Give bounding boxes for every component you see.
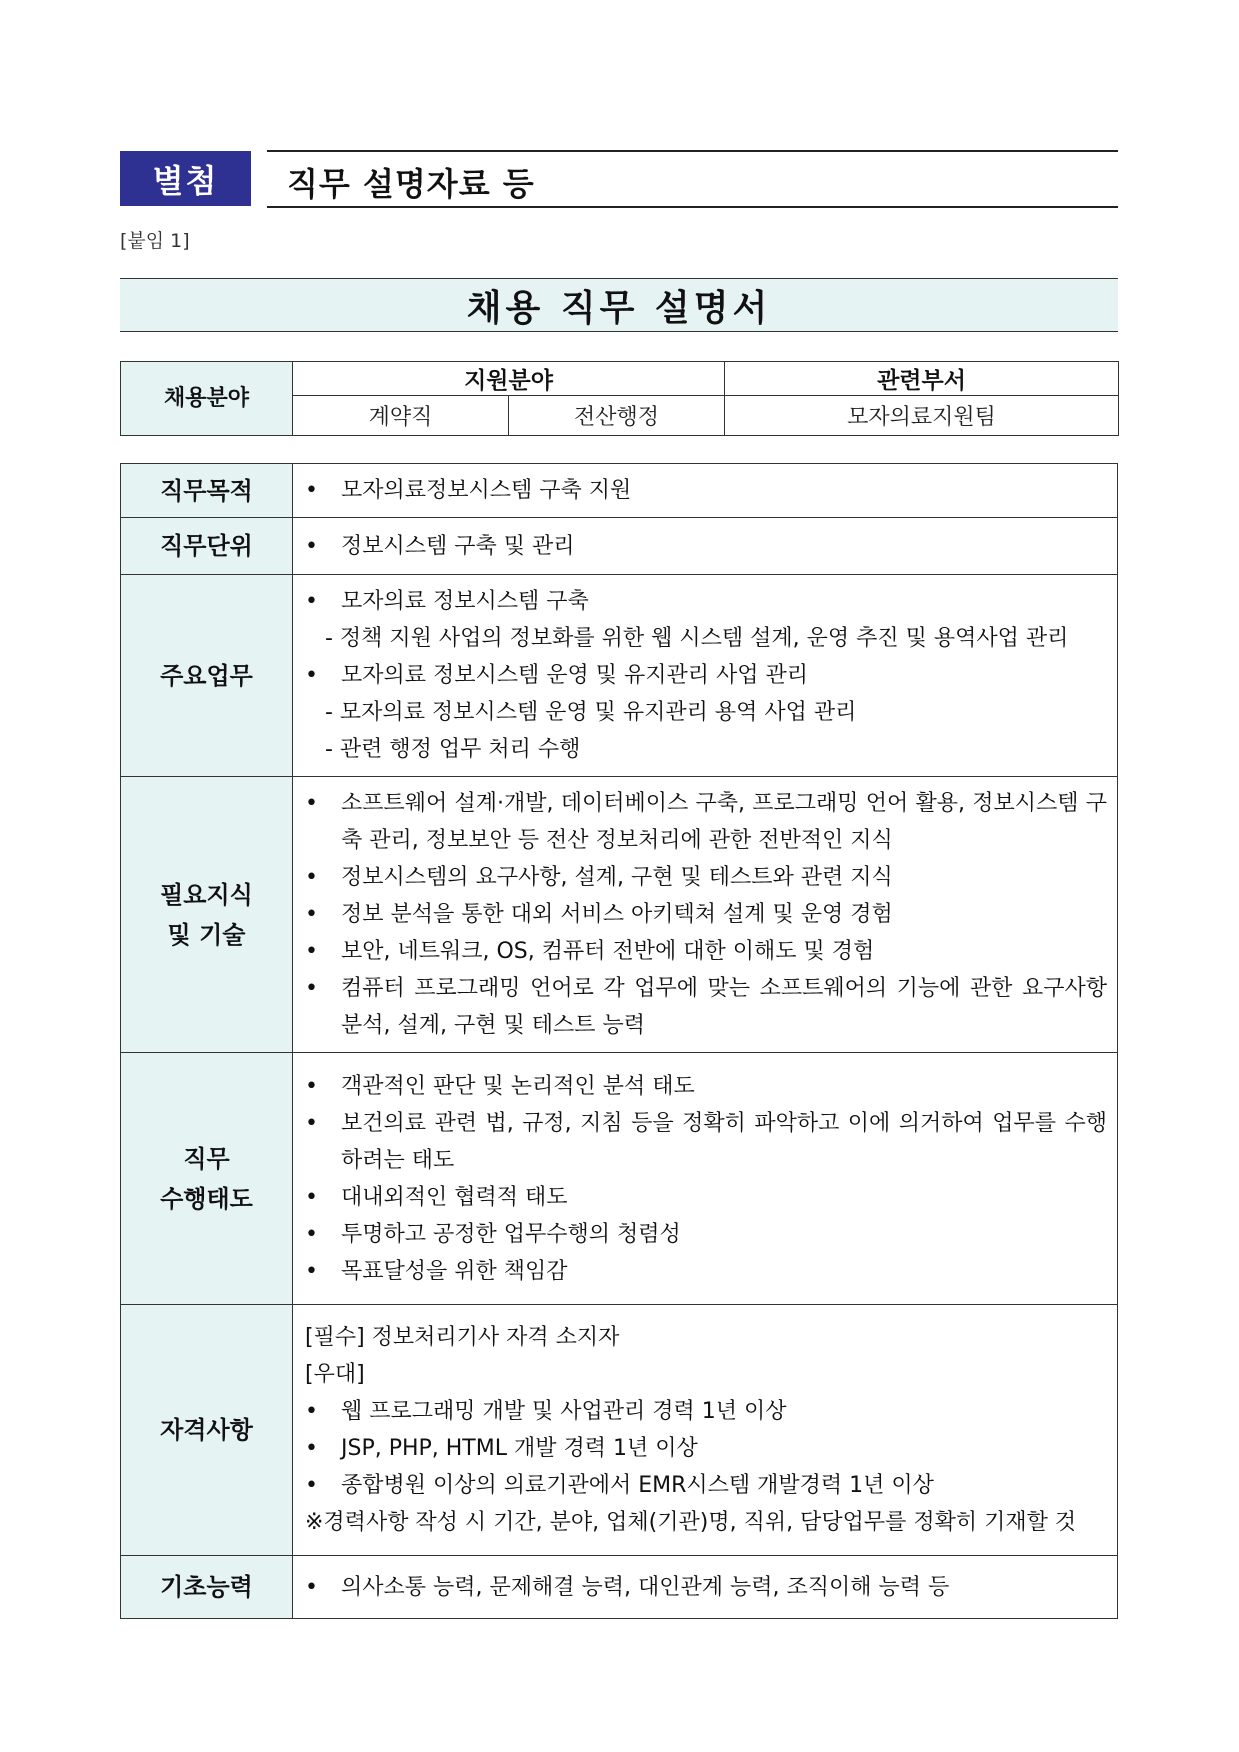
- basic-ability-content: [293, 1556, 1118, 1619]
- job-description-table: [120, 463, 1118, 1619]
- support-field-header: 지원분야: [293, 362, 725, 396]
- sub-item: - 관련 행정 업무 처리 수행: [325, 737, 581, 762]
- list-item: • 정보 분석을 통한 대외 서비스 아키텍쳐 설계 및 운영 경험: [305, 902, 893, 927]
- list-item: • JSP, PHP, HTML 개발 경력 1년 이상: [305, 1436, 698, 1461]
- unit-content: [293, 518, 1118, 575]
- list-item: • 컴퓨터 프로그래밍 언어로 각 업무에 맞는 소프트웨어의 기능에 관한 요구사항 분석, 설계, 구현 및 테스트 능력: [305, 976, 1107, 1038]
- attitude-content: [293, 1053, 1118, 1305]
- purpose-label: 직무목적: [121, 464, 293, 518]
- required-qualification: [필수] 정보처리기사 자격 소지자: [305, 1325, 620, 1350]
- list-item: • 목표달성을 위한 책임감: [305, 1258, 568, 1284]
- attachment-label: [붙임 1]: [120, 230, 190, 252]
- list-item: • 정보시스템의 요구사항, 설계, 구현 및 테스트와 관련 지식: [305, 865, 893, 890]
- sub-item: - 정책 지원 사업의 정보화를 위한 웹 시스템 설계, 운영 추진 및 용역사업 관리: [325, 626, 1069, 651]
- list-item: • 보건의료 관련 법, 규정, 지침 등을 정확히 파악하고 이에 의거하여 업무를 수행하려는 태도: [305, 1110, 1107, 1173]
- recruit-table: [120, 361, 1119, 436]
- main-duties-content: [293, 575, 1118, 777]
- dept-header: 관련부서: [725, 362, 1119, 396]
- support-field: 전산행정: [509, 396, 725, 436]
- sub-item: - 모자의료 정보시스템 운영 및 유지관리 용역 사업 관리: [325, 700, 857, 725]
- preferred-heading: [우대]: [305, 1362, 365, 1387]
- attitude-label: 직무 수행태도: [121, 1053, 293, 1305]
- list-item: • 보안, 네트워크, OS, 컴퓨터 전반에 대한 이해도 및 경험: [305, 939, 875, 964]
- employment-type: 계약직: [293, 396, 509, 436]
- knowledge-label: 필요지식 및 기술: [121, 777, 293, 1053]
- list-item: • 모자의료 정보시스템 운영 및 유지관리 사업 관리: [305, 663, 809, 688]
- knowledge-content: [293, 777, 1118, 1053]
- header-title: 직무 설명자료 등: [287, 165, 535, 203]
- list-item: • 소프트웨어 설계·개발, 데이터베이스 구축, 프로그래밍 언어 활용, 정보시스템 구축 관리, 정보보안 등 전산 정보처리에 관한 전반적인 지식: [305, 791, 1107, 853]
- career-note: ※경력사항 작성 시 기간, 분야, 업체(기관)명, 직위, 담당업무를 정확히 기재할 것: [305, 1510, 1077, 1535]
- doc-title-bar: [120, 278, 1118, 332]
- basic-ability-label: 기초능력: [121, 1556, 293, 1619]
- list-item: • 대내외적인 협력적 태도: [305, 1184, 568, 1210]
- unit-label: 직무단위: [121, 518, 293, 575]
- main-duties-label: 주요업무: [121, 575, 293, 777]
- list-item: • 의사소통 능력, 문제해결 능력, 대인관계 능력, 조직이해 능력 등: [305, 1574, 950, 1600]
- annex-header: [120, 150, 1118, 208]
- annex-badge: 별첨: [120, 151, 251, 206]
- list-item: • 모자의료 정보시스템 구축: [305, 589, 589, 614]
- related-dept: 모자의료지원팀: [725, 396, 1119, 436]
- list-item: • 투명하고 공정한 업무수행의 청렴성: [305, 1221, 681, 1247]
- list-item: • 정보시스템 구축 및 관리: [305, 533, 575, 559]
- doc-title: 채용 직무 설명서: [466, 287, 772, 329]
- list-item: • 웹 프로그래밍 개발 및 사업관리 경력 1년 이상: [305, 1399, 787, 1424]
- purpose-content: [293, 464, 1118, 518]
- list-item: • 모자의료정보시스템 구축 지원: [305, 478, 632, 503]
- header-title-box: [267, 150, 1118, 208]
- recruit-label: 채용분야: [121, 362, 293, 436]
- qualification-content: [293, 1305, 1118, 1556]
- list-item: • 종합병원 이상의 의료기관에서 EMR시스템 개발경력 1년 이상: [305, 1473, 934, 1498]
- qualification-label: 자격사항: [121, 1305, 293, 1556]
- list-item: • 객관적인 판단 및 논리적인 분석 태도: [305, 1073, 695, 1099]
